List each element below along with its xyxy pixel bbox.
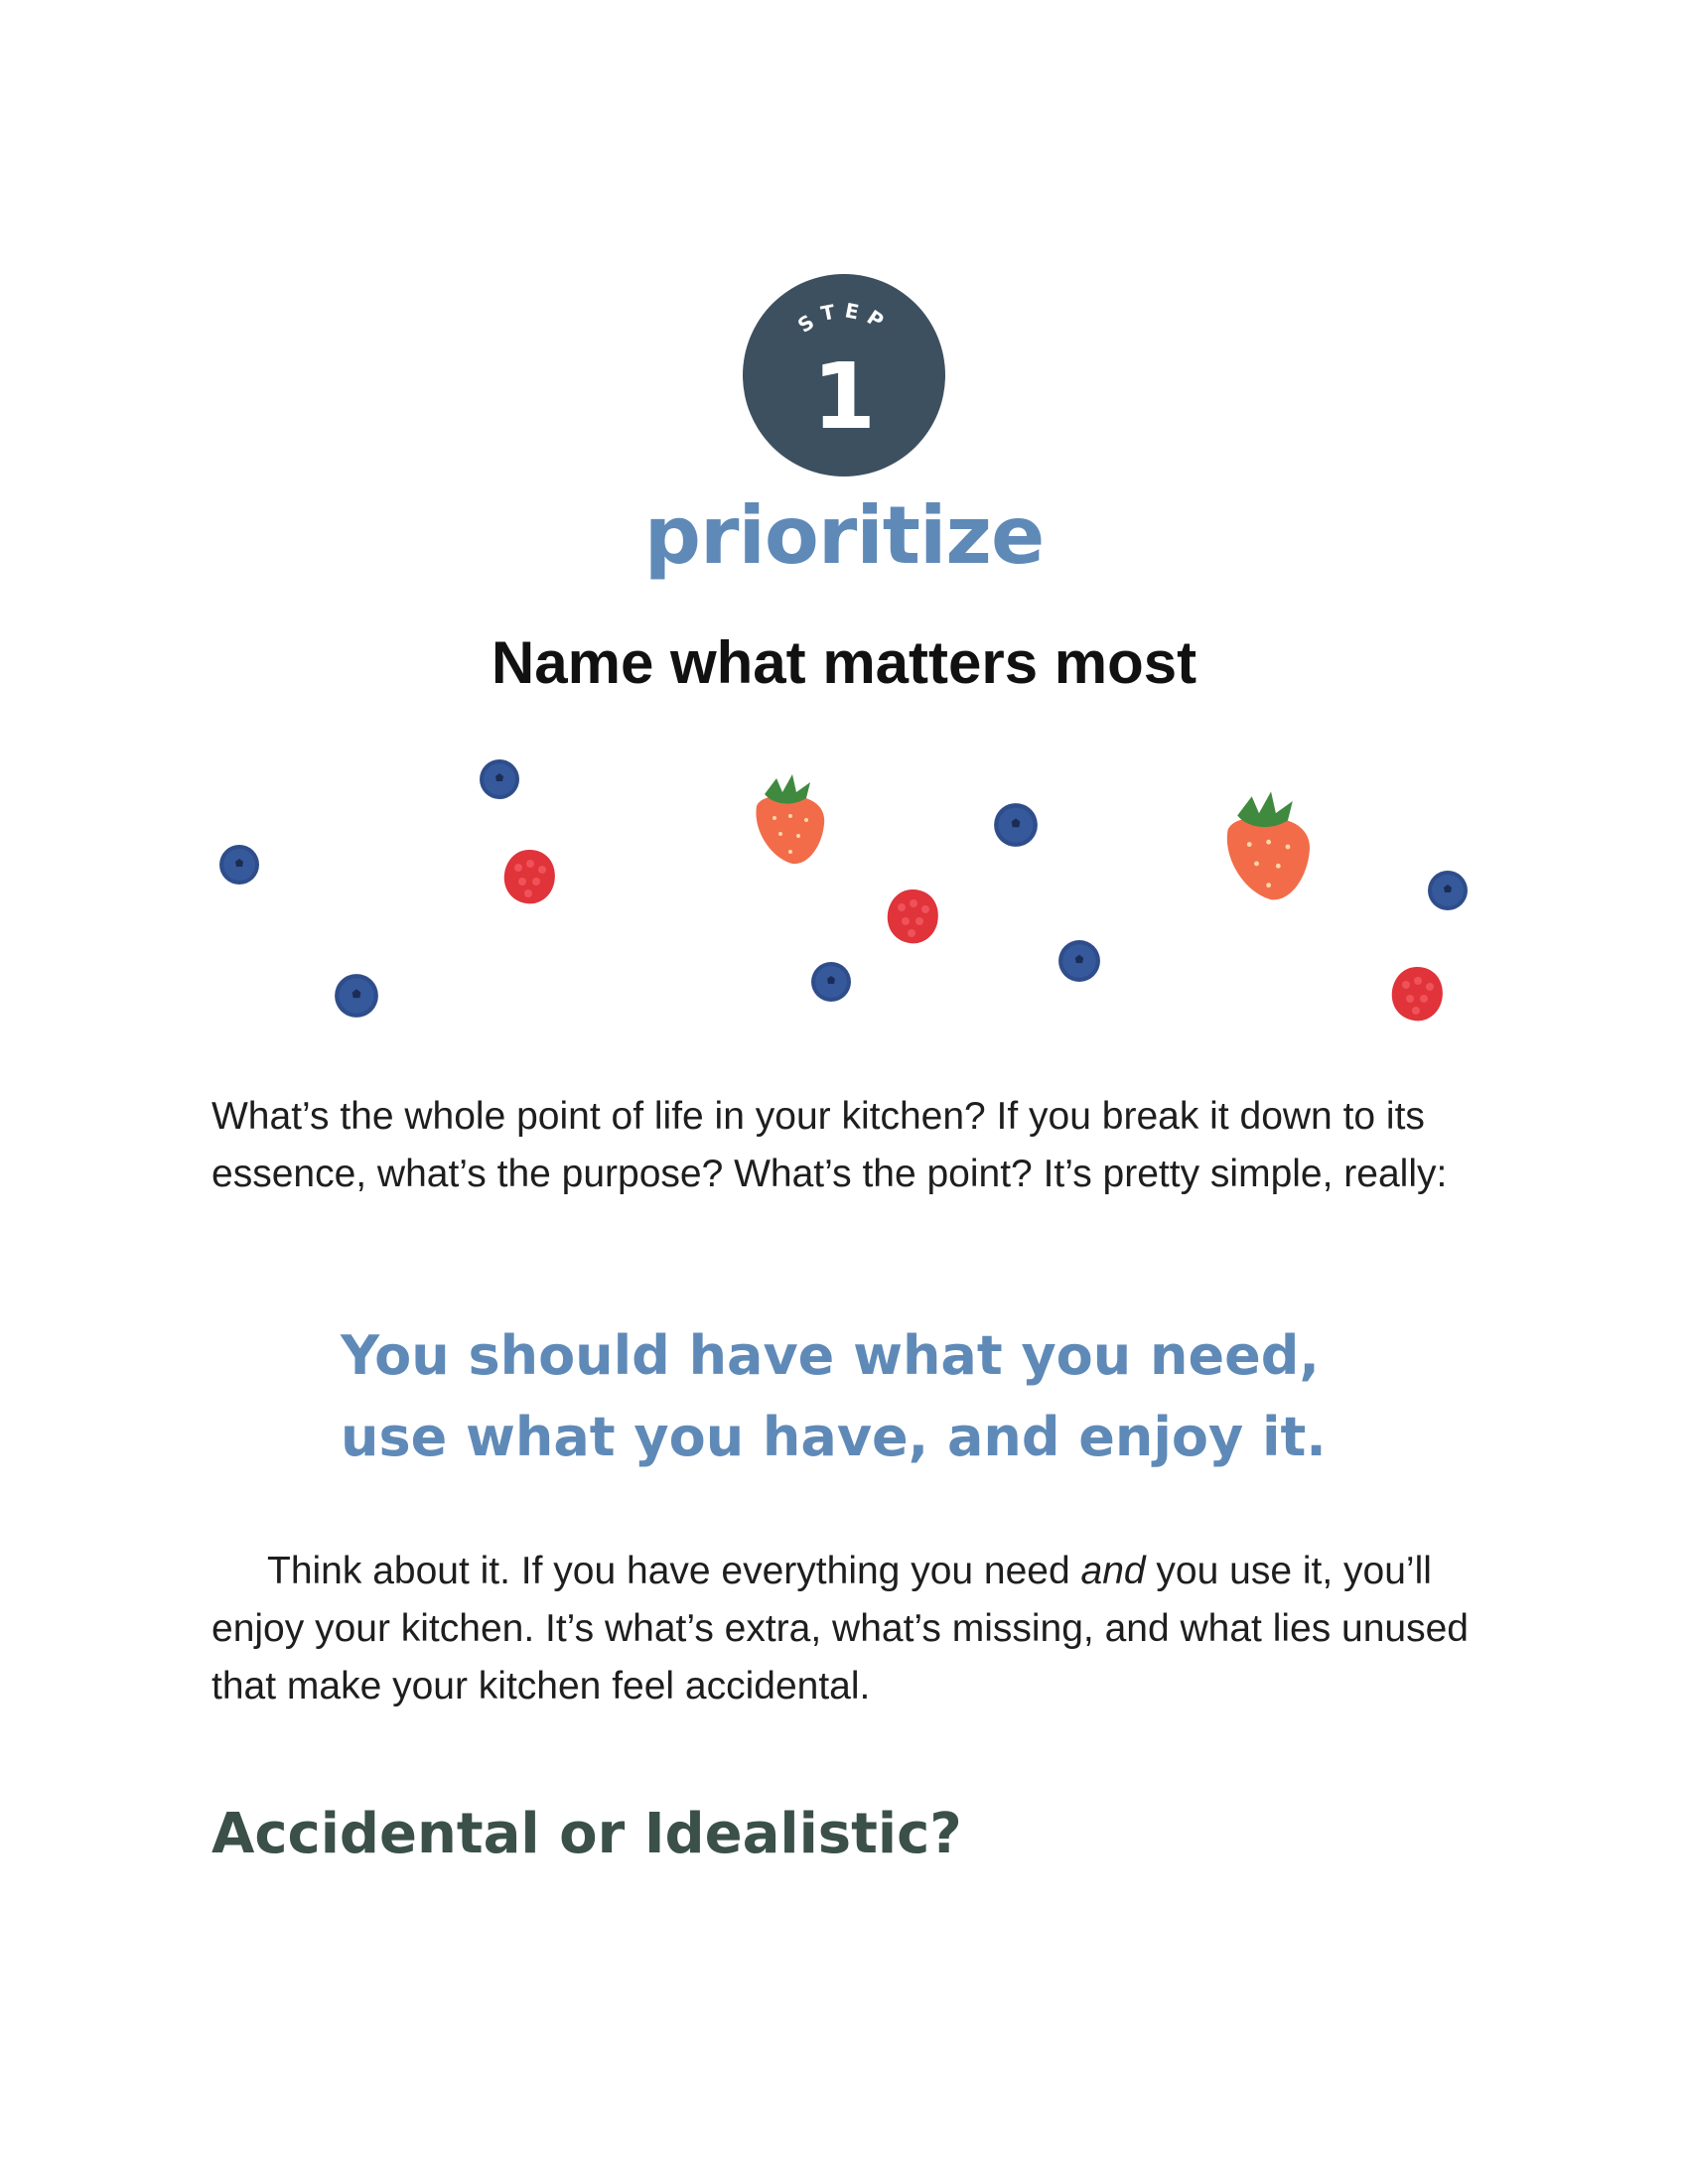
step-label: STEP [792, 298, 896, 338]
blueberry-icon [218, 844, 260, 886]
blueberry-icon [993, 802, 1039, 848]
intro-paragraph: What’s the whole point of life in your kitchen? If you break it down to its essence, what’s the purpose? What’s the point? It’s pretty simple, really: [211, 1095, 1448, 1195]
blueberry-icon [1427, 870, 1469, 911]
strawberry-icon [745, 772, 830, 868]
body-text-run: you use it, you’ll enjoy your kitchen. It’s what’s extra, what’s missing, and what lies unused that make your kitchen feel accidental. [211, 1550, 1469, 1707]
section-heading: Accidental or Idealistic? [211, 1802, 962, 1866]
pull-quote [341, 1315, 1433, 1478]
step-badge [743, 274, 945, 477]
blueberry-icon [334, 973, 379, 1019]
body-text-run: Think about it. If you have everything you need [267, 1550, 1081, 1592]
emphasis-text: and [1080, 1550, 1146, 1592]
pull-quote-line: use what you have, and enjoy it. [341, 1406, 1327, 1468]
blueberry-icon [479, 758, 520, 800]
body-paragraph [211, 1543, 1482, 1715]
chapter-subtitle: Name what matters most [491, 629, 1197, 696]
chapter-title: prioritize [643, 489, 1045, 582]
raspberry-icon [880, 884, 945, 949]
step-number: 1 [811, 343, 877, 450]
berries-illustration [0, 735, 1688, 1052]
raspberry-icon [496, 844, 562, 909]
raspberry-icon [1384, 961, 1450, 1026]
pull-quote-line: You should have what you need, [341, 1324, 1320, 1387]
blueberry-icon [810, 961, 852, 1003]
strawberry-icon [1213, 788, 1317, 905]
blueberry-icon [1057, 939, 1101, 983]
